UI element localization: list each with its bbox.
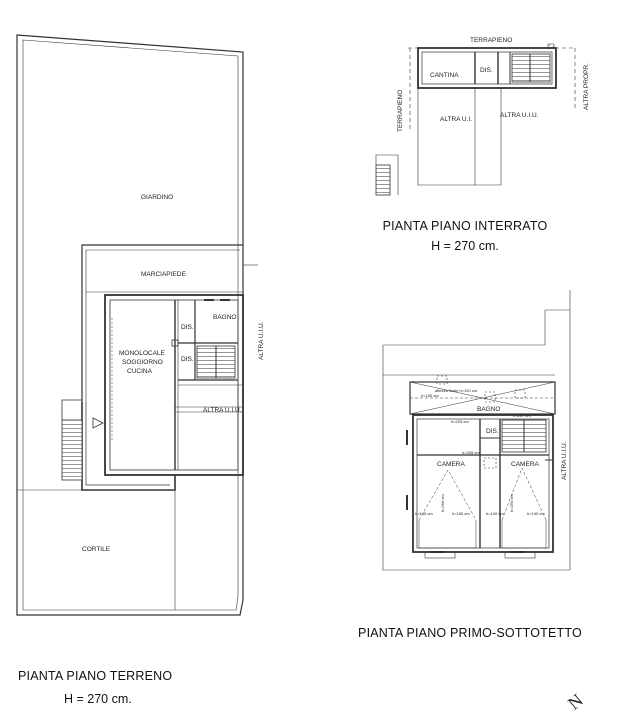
dis-label-2: DIS. — [181, 356, 194, 363]
height-label-6: h=260 cm — [509, 494, 514, 512]
other-ui-label: ALTRA U.I. — [440, 116, 473, 123]
other-property-label: ALTRA PROPR. — [583, 63, 590, 110]
height-label-3: h=207 cm — [513, 413, 531, 418]
first-floor-title: PIANTA PIANO PRIMO-SOTTOTETTO — [358, 626, 582, 640]
cellar-label: CANTINA — [430, 72, 459, 79]
height-label-10: h=145 cm — [415, 511, 433, 516]
bedroom-2-label: CAMERA — [511, 461, 539, 468]
lot-boundary — [17, 35, 243, 615]
studio-label-2: SOGGIORNO — [122, 359, 163, 366]
basement-title: PIANTA PIANO INTERRATO — [382, 219, 548, 233]
ground-floor-height: H = 270 cm. — [64, 692, 132, 706]
attic-dis-label: DIS. — [486, 428, 499, 435]
height-label-7: h=150 cm — [452, 511, 470, 516]
height-label-9: h=140 cm — [527, 511, 545, 516]
courtyard-label: CORTILE — [82, 546, 111, 553]
height-label-4: h=205 cm — [462, 450, 480, 455]
other-unit-label-2: ALTRA U.I.U. — [258, 321, 265, 360]
svg-text:N: N — [563, 689, 587, 714]
attic-bathroom-label: BAGNO — [477, 406, 501, 413]
dis-label-1: DIS. — [181, 324, 194, 331]
basement-plan — [376, 44, 575, 195]
height-label-8: h=140 cm — [486, 511, 504, 516]
studio-label-3: CUCINA — [127, 368, 152, 375]
bedroom-1-label: CAMERA — [437, 461, 465, 468]
north-arrow-icon — [564, 690, 587, 714]
garden-wall — [82, 245, 243, 402]
garden-label: GIARDINO — [141, 194, 174, 201]
height-label-5: h=260 cm — [440, 494, 445, 512]
height-label-2: h=225 cm — [451, 419, 469, 424]
height-label-1: h=150 cm — [421, 393, 439, 398]
ground-floor-plan — [17, 35, 258, 615]
embankment-top-label: TERRAPIENO — [470, 37, 513, 44]
attic-other-unit-label: ALTRA U.I.U. — [561, 441, 568, 480]
beam-height-label: altezza finale h=120 cm — [435, 388, 478, 393]
embankment-left-label: TERRAPIENO — [397, 89, 404, 132]
studio-label-1: MONOLOCALE — [119, 350, 165, 357]
ground-floor-title: PIANTA PIANO TERRENO — [18, 669, 173, 683]
basement-height: H = 270 cm. — [431, 239, 499, 253]
first-floor-plan — [383, 290, 570, 570]
other-unit-label-1: ALTRA U.I.U. — [203, 407, 242, 414]
sidewalk-label: MARCIAPIEDE — [141, 271, 186, 278]
basement-dis-label: DIS. — [480, 67, 493, 74]
other-uiu-label: ALTRA U.I.U. — [500, 112, 539, 119]
bathroom-label: BAGNO — [213, 314, 237, 321]
